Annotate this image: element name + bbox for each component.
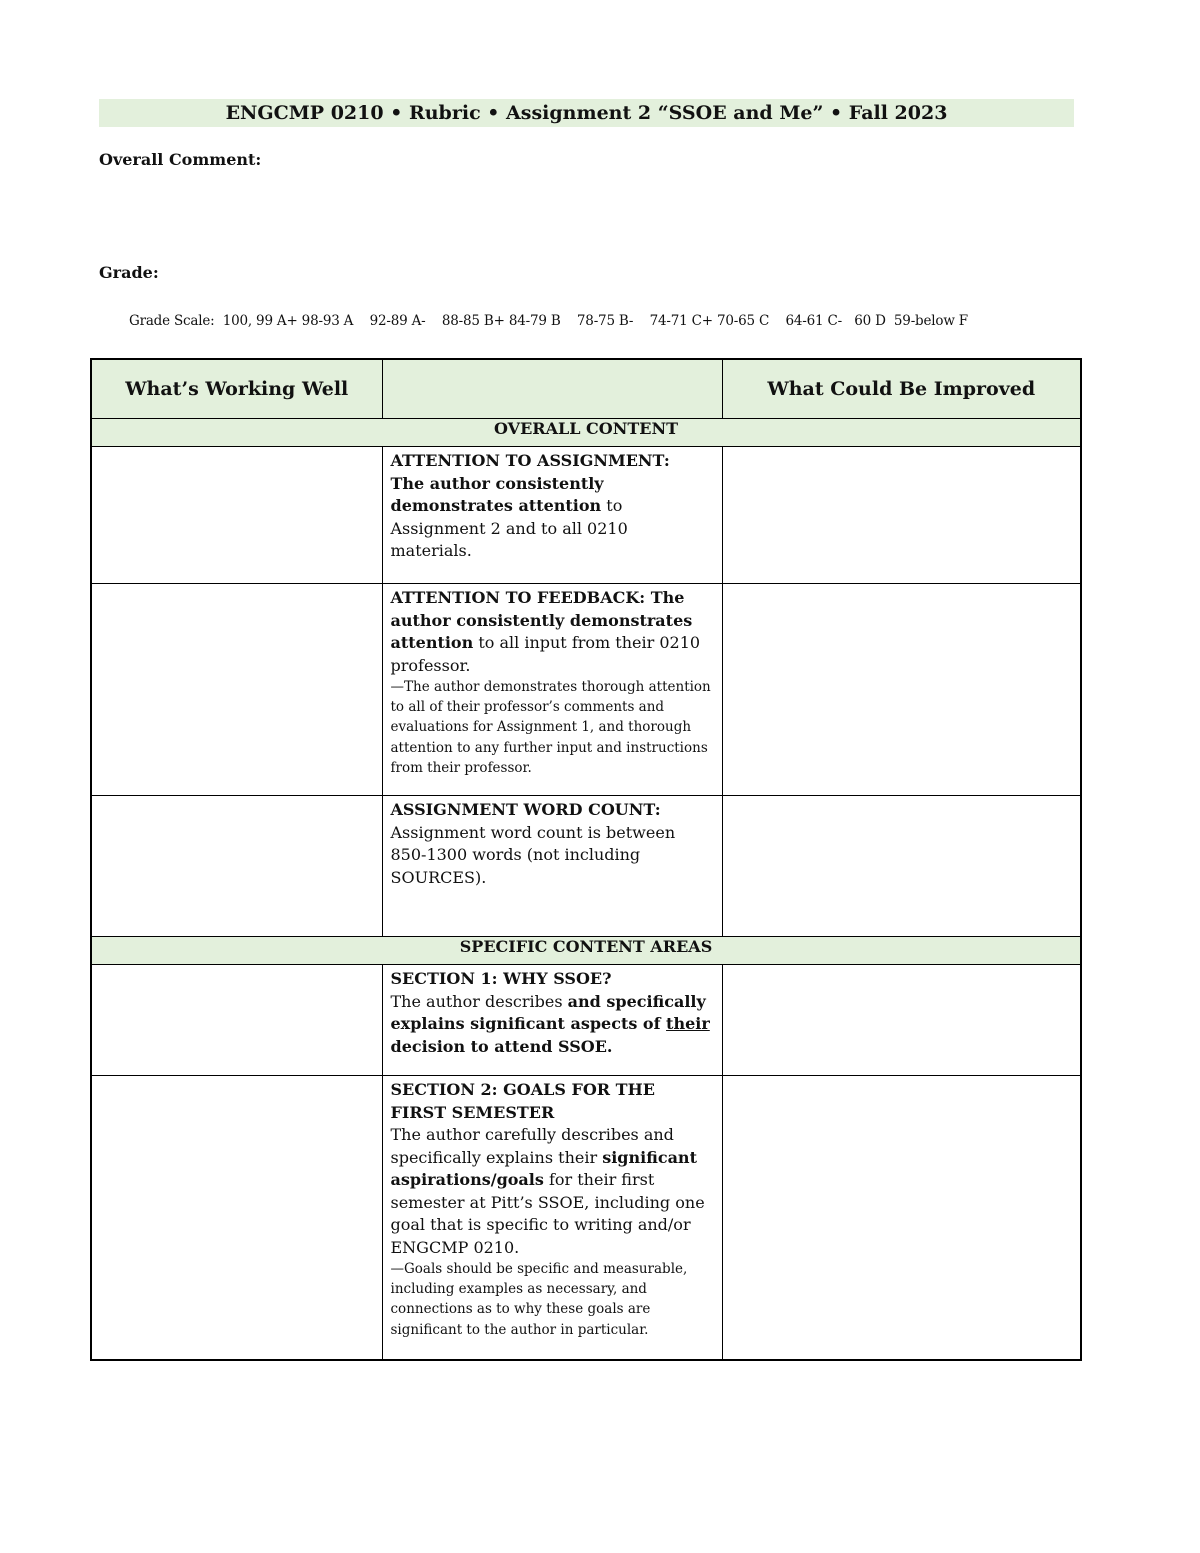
- column-header-improved: What Could Be Improved: [722, 359, 1081, 419]
- criterion-cell: [382, 584, 722, 796]
- working-well-cell[interactable]: [91, 965, 382, 1076]
- criterion-note: —The author demonstrates thorough attention to all of their professor’s comments and evaluations for Assignment 1, and thorough attention to any further input and instructions from their professor.: [390, 679, 711, 776]
- rubric-table: [90, 358, 1082, 1361]
- table-row: [91, 584, 1081, 796]
- improved-cell[interactable]: [722, 1076, 1081, 1360]
- column-header-working-well: What’s Working Well: [91, 359, 382, 419]
- criterion-underlined: their: [666, 1014, 710, 1033]
- criterion-title: ATTENTION TO ASSIGNMENT:: [390, 451, 670, 470]
- criterion-emphasis: The author consistently demonstrates attention: [390, 473, 604, 515]
- criterion-emphasis: significant aspirations/goals: [390, 1147, 697, 1189]
- criterion-text-end: for their first semester at Pitt’s SSOE, including one goal that is specific to writing and/or ENGCMP 0210.: [390, 1170, 705, 1257]
- working-well-cell[interactable]: [91, 796, 382, 937]
- criterion-title: ASSIGNMENT WORD COUNT:: [390, 800, 661, 819]
- criterion-title: SECTION 1: WHY SSOE?: [390, 969, 612, 988]
- criterion-title: ATTENTION TO FEEDBACK:: [390, 588, 646, 607]
- improved-cell[interactable]: [722, 584, 1081, 796]
- table-row: [91, 1076, 1081, 1360]
- improved-cell[interactable]: [722, 965, 1081, 1076]
- criterion-text: to Assignment 2 and to all 0210 materials.: [390, 496, 628, 560]
- grade-scale: Grade Scale: 100, 99 A+ 98-93 A 92-89 A- 88-85 B+ 84-79 B 78-75 B- 74-71 C+ 70-65 C 64-61 C- 60 D 59-below F: [129, 313, 968, 329]
- table-row: [91, 965, 1081, 1076]
- criterion-cell: [382, 796, 722, 937]
- section-heading-overall: OVERALL CONTENT: [91, 419, 1081, 447]
- criterion-title: SECTION 2: GOALS FOR THE FIRST SEMESTER: [390, 1080, 655, 1122]
- table-row: [91, 796, 1081, 937]
- criterion-cell: [382, 1076, 722, 1360]
- working-well-cell[interactable]: [91, 584, 382, 796]
- criterion-emphasis: and specifically explains significant aspects of: [390, 991, 706, 1033]
- criterion-text: The author carefully describes and specifically explains their: [390, 1125, 674, 1167]
- page-title: ENGCMP 0210 • Rubric • Assignment 2 “SSOE and Me” • Fall 2023: [99, 99, 1074, 127]
- column-header-criteria: [382, 359, 722, 419]
- improved-cell[interactable]: [722, 447, 1081, 584]
- criterion-note: —Goals should be specific and measurable, including examples as necessary, and connections as to why these goals are significant to the author in particular.: [390, 1261, 688, 1338]
- criterion-cell: [382, 965, 722, 1076]
- table-row: [91, 447, 1081, 584]
- section-row-overall: [91, 419, 1081, 447]
- criterion-emphasis: The author consistently demonstrates attention: [390, 588, 693, 652]
- criterion-text: to all input from their 0210 professor.: [390, 633, 701, 675]
- criterion-cell: [382, 447, 722, 584]
- section-heading-specific: SPECIFIC CONTENT AREAS: [91, 937, 1081, 965]
- criterion-emphasis-end: decision to attend SSOE.: [390, 1036, 613, 1056]
- working-well-cell[interactable]: [91, 447, 382, 584]
- section-row-specific: [91, 937, 1081, 965]
- improved-cell[interactable]: [722, 796, 1081, 937]
- criterion-text: The author describes: [390, 991, 568, 1011]
- table-header-row: [91, 359, 1081, 419]
- criterion-text: Assignment word count is between 850-1300 words (not including SOURCES).: [390, 822, 676, 887]
- overall-comment-label: Overall Comment:: [99, 150, 262, 169]
- grade-label: Grade:: [99, 263, 159, 282]
- working-well-cell[interactable]: [91, 1076, 382, 1360]
